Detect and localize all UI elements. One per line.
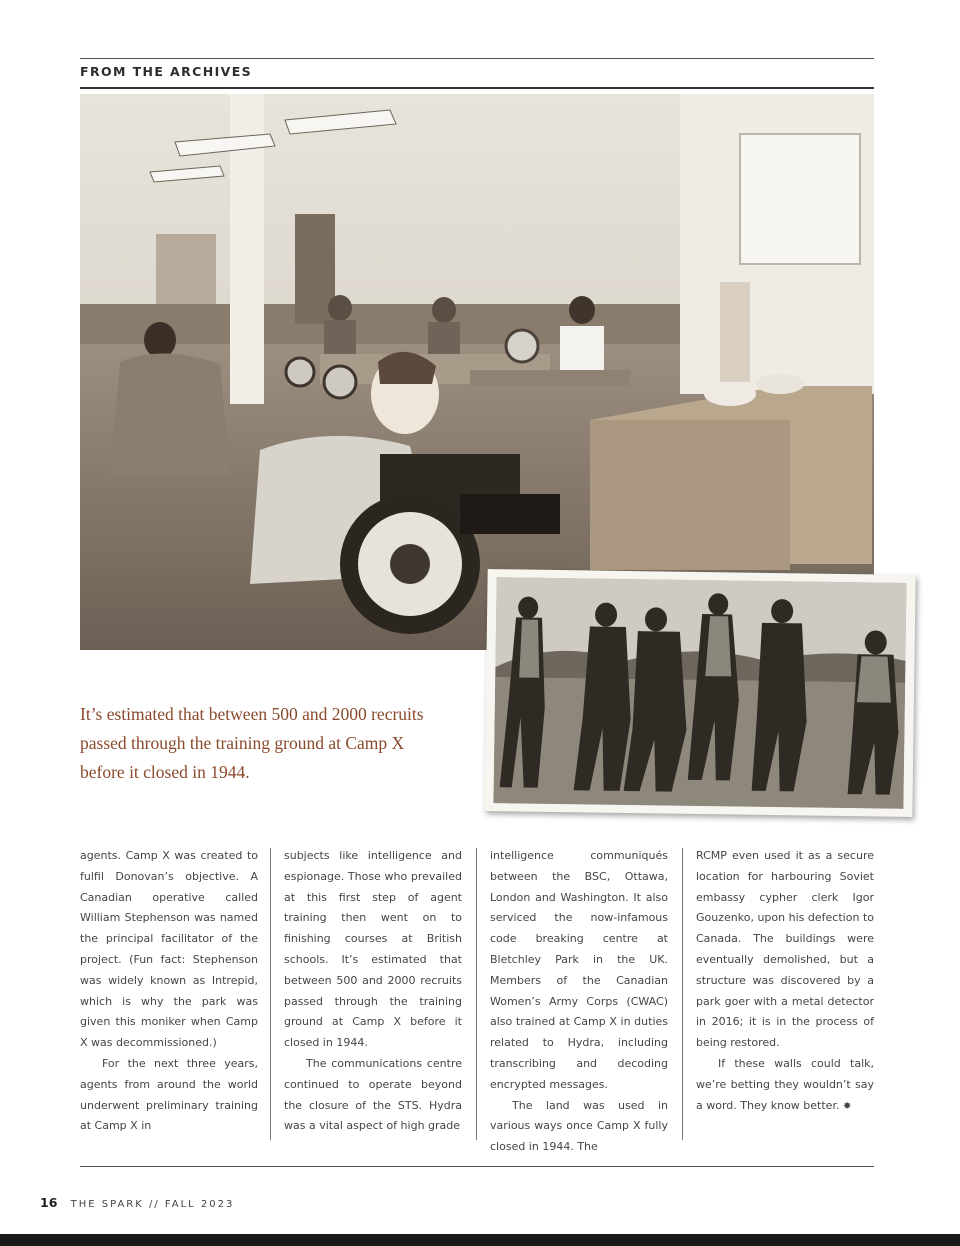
paragraph	[696, 1054, 874, 1117]
paragraph: agents. Camp X was created to fulfil Donovan’s objective. A Canadian operative called William Stephenson was named the principal facilitator of the project. (Fun fact: Stephenson was widely known as Intrepid, which is why the park was given this moniker when Camp X was decommissioned.)	[80, 849, 258, 1050]
article-column-4	[696, 846, 874, 1152]
article-column-1	[80, 846, 258, 1152]
paragraph-text: If these walls could talk, we’re betting they wouldn’t say a word. They know better.	[696, 1056, 874, 1112]
column-divider	[476, 848, 477, 1140]
page-footer	[40, 1195, 234, 1210]
inset-photo	[484, 569, 915, 817]
paragraph: For the next three years, agents from around the world underwent preliminary training at Camp X in	[80, 1056, 258, 1133]
end-mark-icon: ✸	[842, 1100, 852, 1112]
column-divider	[682, 848, 683, 1140]
page-number: 16	[40, 1195, 58, 1210]
column-divider	[270, 848, 271, 1140]
section-label: FROM THE ARCHIVES	[80, 64, 253, 79]
paragraph: subjects like intelligence and espionage. Those who prevailed at this first step of agent training then went on to finishing courses at British schools. It’s estimated that between 500 and 2000 recruits passed through the training ground at Camp X before it closed in 1944.	[284, 849, 462, 1050]
main-photo	[80, 94, 874, 650]
header-rule	[80, 87, 874, 89]
article-body	[80, 846, 874, 1152]
paragraph: The communications centre continued to operate beyond the closure of the STS. Hydra was a vital aspect of high grade	[284, 1056, 462, 1133]
paragraph: RCMP even used it as a secure location for harbouring Soviet embassy cypher clerk Igor Gouzenko, upon his defection to Canada. The buildings were eventually demolished, but a structure was discovered by a park goer with a metal detector in 2016; it is in the process of being restored.	[696, 849, 874, 1050]
publication-name: THE SPARK // FALL 2023	[70, 1199, 235, 1210]
paragraph: The land was used in various ways once Camp X fully closed in 1944. The	[490, 1098, 668, 1154]
article-column-3	[490, 846, 668, 1152]
footer-rule	[80, 1166, 874, 1167]
pull-quote: It’s estimated that between 500 and 2000 recruits passed through the training ground at Camp X before it closed in 1944.	[80, 704, 424, 782]
paragraph: intelligence communiqués between the BSC, Ottawa, London and Washington. It also serviced the now-infamous code breaking centre at Bletchley Park in the UK. Members of the Canadian Women’s Army Corps (CWAC) also trained at Camp X in duties related to Hydra, including transcribing and decoding encrypted messages.	[490, 849, 668, 1091]
scan-edge	[0, 1234, 960, 1246]
top-rule	[80, 58, 874, 59]
article-column-2	[284, 846, 462, 1152]
